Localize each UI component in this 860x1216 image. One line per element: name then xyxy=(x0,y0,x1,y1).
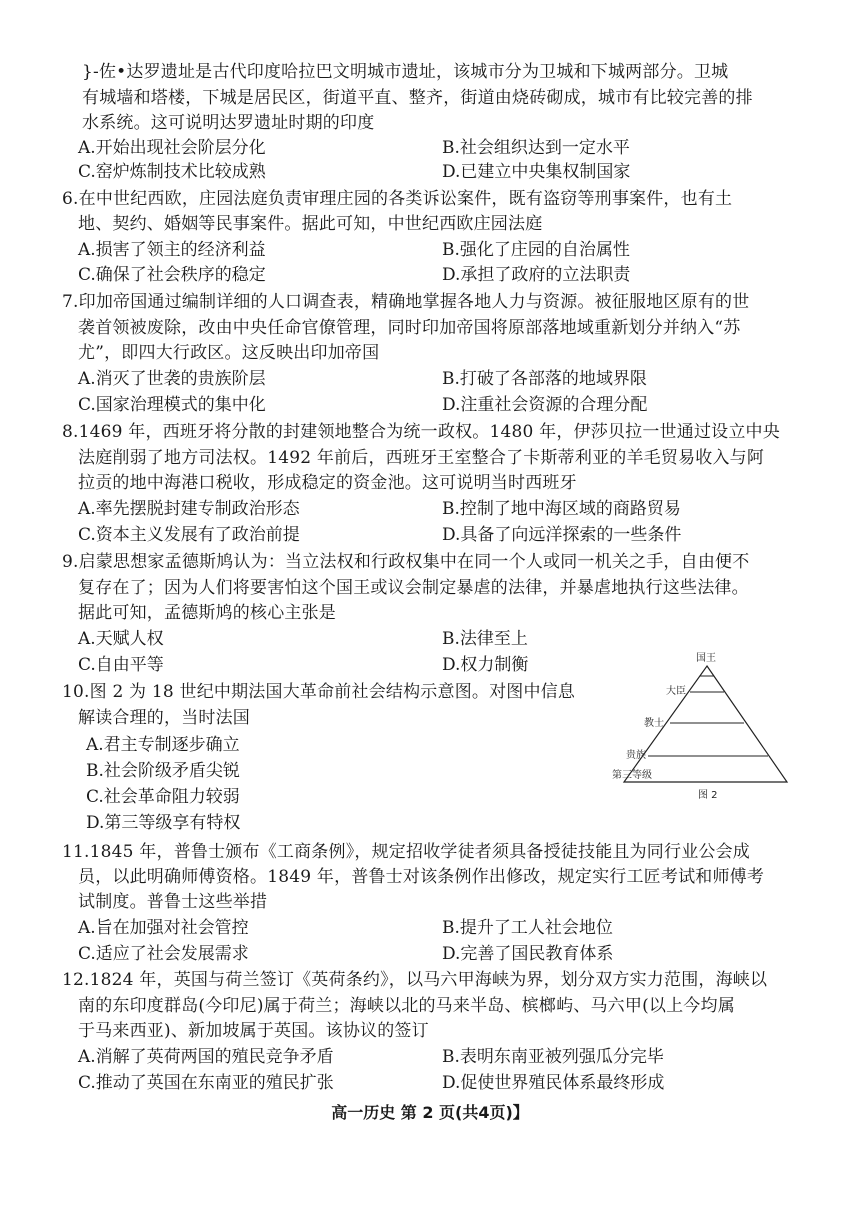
q12-stem-line-2: 南的东印度群岛(今印尼)属于荷兰；海峡以北的马来半岛、槟榔屿、马六甲(以上今均属 xyxy=(78,996,735,1016)
q12-option-a: A.消解了英荷两国的殖民竞争矛盾 xyxy=(78,1047,334,1067)
q7-stem-line-3: 尤”，即四大行政区。这反映出印加帝国 xyxy=(78,343,380,363)
q12-option-b: B.表明东南亚被列强瓜分完毕 xyxy=(442,1047,664,1067)
q7-option-a: A.消灭了世袭的贵族阶层 xyxy=(78,369,266,389)
q6-option-a: A.损害了领主的经济利益 xyxy=(78,240,266,260)
q12-stem-line-1: 12.1824 年，英国与荷兰签订《英荷条约》，以马六甲海峡为界，划分双方实力范围，海峡以 xyxy=(62,970,768,990)
q9-option-d: D.权力制衡 xyxy=(442,655,529,675)
page-footer: 高一历史 第 2 页(共4页)】 xyxy=(331,1103,529,1122)
q6-option-c: C.确保了社会秩序的稳定 xyxy=(78,265,266,285)
q11-stem-line-2: 员，以此明确师傅资格。1849 年，普鲁士对该条例作出修改，规定实行工匠考试和师傅考 xyxy=(78,867,765,887)
q7-stem-line-2: 袭首领被废除，改由中央任命官僚管理，同时印加帝国将原部落地域重新划分并纳入“苏 xyxy=(78,318,741,338)
q6-option-d: D.承担了政府的立法职责 xyxy=(442,265,631,285)
figure-caption: 图 2 xyxy=(698,790,718,800)
q11-option-c: C.适应了社会发展需求 xyxy=(78,944,249,964)
q12-option-c: C.推动了英国在东南亚的殖民扩张 xyxy=(78,1073,334,1093)
label-king: 国王 xyxy=(696,653,716,664)
q7-stem-line-1: 7.印加帝国通过编制详细的人口调查表，精确地掌握各地人力与资源。被征服地区原有的世 xyxy=(62,292,750,312)
q12-option-d: D.促使世界殖民体系最终形成 xyxy=(442,1073,665,1093)
q8-option-d: D.具备了向远洋探索的一些条件 xyxy=(442,525,682,545)
q9-stem-line-3: 据此可知，孟德斯鸠的核心主张是 xyxy=(78,603,336,623)
q10-option-a: A.君主专制逐步确立 xyxy=(86,735,240,755)
label-clergy: 教士 xyxy=(644,718,664,729)
q5-option-b: B.社会组织达到一定水平 xyxy=(442,138,630,158)
q5-stem-line-1: }-佐•达罗遗址是古代印度哈拉巴文明城市遗址，该城市分为卫城和下城两部分。卫城 xyxy=(82,62,729,82)
q8-stem-line-3: 拉贡的地中海港口税收，形成稳定的资金池。这可说明当时西班牙 xyxy=(78,473,577,493)
q9-option-a: A.天赋人权 xyxy=(78,629,164,649)
label-nobility: 贵族 xyxy=(626,750,646,761)
q11-option-a: A.旨在加强对社会管控 xyxy=(78,918,249,938)
q12-stem-line-3: 于马来西亚)、新加坡属于英国。该协议的签订 xyxy=(78,1021,429,1041)
q10-option-c: C.社会革命阻力较弱 xyxy=(86,787,240,807)
q6-stem-line-1: 6.在中世纪西欧，庄园法庭负责审理庄园的各类诉讼案件，既有盗窃等刑事案件，也有土 xyxy=(62,189,733,209)
q11-stem-line-1: 11.1845 年，普鲁士颁布《工商条例》，规定招收学徒者须具备授徒技能且为同行业公会成 xyxy=(62,842,751,862)
label-minister: 大臣 xyxy=(666,686,686,697)
q8-stem-line-1: 8.1469 年，西班牙将分散的封建领地整合为统一政权。1480 年，伊莎贝拉一世通过设立中央 xyxy=(62,422,780,442)
social-structure-pyramid-figure xyxy=(612,650,812,800)
q10-option-b: B.社会阶级矛盾尖锐 xyxy=(86,761,240,781)
q8-option-b: B.控制了地中海区域的商路贸易 xyxy=(442,499,681,519)
label-third-estate: 第三等级 xyxy=(612,770,652,781)
q7-option-d: D.注重社会资源的合理分配 xyxy=(442,395,648,415)
q9-option-c: C.自由平等 xyxy=(78,655,164,675)
q8-option-a: A.率先摆脱封建专制政治形态 xyxy=(78,499,300,519)
q7-option-b: B.打破了各部落的地域界限 xyxy=(442,369,647,389)
q9-option-b: B.法律至上 xyxy=(442,629,528,649)
q9-stem-line-2: 复存在了；因为人们将要害怕这个国王或议会制定暴虐的法律，并暴虐地执行这些法律。 xyxy=(78,578,749,598)
q5-option-d: D.已建立中央集权制国家 xyxy=(442,162,631,182)
q11-option-b: B.提升了工人社会地位 xyxy=(442,918,613,938)
q7-option-c: C.国家治理模式的集中化 xyxy=(78,395,266,415)
q10-option-d: D.第三等级享有特权 xyxy=(86,813,241,833)
q5-option-a: A.开始出现社会阶层分化 xyxy=(78,138,266,158)
q6-stem-line-2: 地、契约、婚姻等民事案件。据此可知，中世纪西欧庄园法庭 xyxy=(78,214,543,234)
q8-stem-line-2: 法庭削弱了地方司法权。1492 年前后，西班牙王室整合了卡斯蒂利亚的羊毛贸易收入与阿 xyxy=(78,448,765,468)
q8-option-c: C.资本主义发展有了政治前提 xyxy=(78,525,300,545)
q11-stem-line-3: 试制度。普鲁士这些举措 xyxy=(78,892,268,912)
q11-option-d: D.完善了国民教育体系 xyxy=(442,944,614,964)
q6-option-b: B.强化了庄园的自治属性 xyxy=(442,240,630,260)
q5-option-c: C.窑炉炼制技术比较成熟 xyxy=(78,162,266,182)
q10-stem-line-1: 10.图 2 为 18 世纪中期法国大革命前社会结构示意图。对图中信息 xyxy=(62,682,576,702)
q5-stem-line-3: 水系统。这可说明达罗遗址时期的印度 xyxy=(82,113,375,133)
q5-stem-line-2: 有城墙和塔楼，下城是居民区，街道平直、整齐，街道由烧砖砌成，城市有比较完善的排 xyxy=(82,88,753,108)
q9-stem-line-1: 9.启蒙思想家孟德斯鸠认为：当立法权和行政权集中在同一个人或同一机关之手，自由便不 xyxy=(62,552,750,572)
q10-stem-line-2: 解读合理的，当时法国 xyxy=(78,708,250,728)
